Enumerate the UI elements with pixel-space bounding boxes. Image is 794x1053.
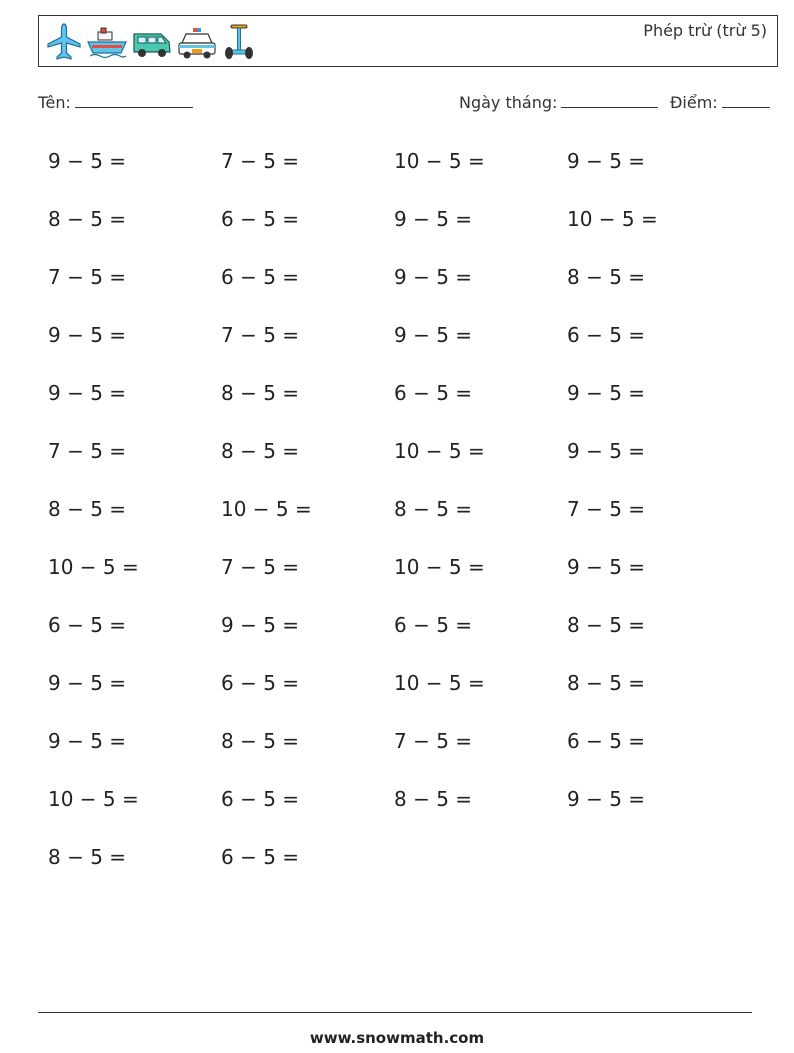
- problem-item: 6 − 5 =: [221, 207, 300, 231]
- problem-item: 8 − 5 =: [221, 439, 300, 463]
- problem-item: 7 − 5 =: [48, 439, 127, 463]
- score-label: Điểm:: [670, 93, 718, 112]
- problem-item: 6 − 5 =: [221, 265, 300, 289]
- problem-item: 6 − 5 =: [221, 671, 300, 695]
- problem-item: 9 − 5 =: [567, 381, 646, 405]
- problem-item: 9 − 5 =: [221, 613, 300, 637]
- problem-item: 7 − 5 =: [567, 497, 646, 521]
- problem-item: 6 − 5 =: [48, 613, 127, 637]
- problem-item: 10 − 5 =: [48, 555, 139, 579]
- problem-item: 10 − 5 =: [394, 439, 485, 463]
- problem-item: 10 − 5 =: [394, 555, 485, 579]
- problem-item: 9 − 5 =: [48, 671, 127, 695]
- problem-item: 9 − 5 =: [48, 381, 127, 405]
- airplane-icon: [45, 22, 83, 62]
- problem-item: 8 − 5 =: [567, 671, 646, 695]
- problem-item: 6 − 5 =: [394, 613, 473, 637]
- website-footer: www.snowmath.com: [309, 1029, 485, 1047]
- problem-item: 7 − 5 =: [221, 323, 300, 347]
- problem-item: 9 − 5 =: [48, 729, 127, 753]
- problem-item: 9 − 5 =: [567, 555, 646, 579]
- problem-item: 8 − 5 =: [567, 265, 646, 289]
- problem-item: 10 − 5 =: [394, 149, 485, 173]
- problem-item: 6 − 5 =: [394, 381, 473, 405]
- problem-item: 7 − 5 =: [221, 149, 300, 173]
- footer-divider: [38, 1012, 752, 1013]
- score-field[interactable]: [670, 93, 770, 112]
- problem-item: 6 − 5 =: [567, 729, 646, 753]
- problem-item: 8 − 5 =: [221, 729, 300, 753]
- problem-item: 8 − 5 =: [48, 497, 127, 521]
- name-label: Tên:: [38, 93, 71, 112]
- problem-item: 10 − 5 =: [48, 787, 139, 811]
- header-icons: [45, 21, 259, 63]
- problem-item: 9 − 5 =: [48, 323, 127, 347]
- worksheet-title: Phép trừ (trừ 5): [643, 21, 767, 40]
- problem-item: 8 − 5 =: [221, 381, 300, 405]
- problem-item: 9 − 5 =: [394, 265, 473, 289]
- problem-item: 6 − 5 =: [221, 787, 300, 811]
- date-blank[interactable]: [561, 93, 658, 108]
- date-field[interactable]: [459, 93, 658, 112]
- problem-item: 9 − 5 =: [567, 149, 646, 173]
- problem-item: 7 − 5 =: [394, 729, 473, 753]
- problem-item: 6 − 5 =: [221, 845, 300, 869]
- police-car-icon: [176, 22, 218, 62]
- ship-icon: [86, 22, 128, 62]
- problem-item: 8 − 5 =: [394, 497, 473, 521]
- problem-item: 9 − 5 =: [48, 149, 127, 173]
- problem-item: 8 − 5 =: [48, 207, 127, 231]
- segway-icon: [221, 22, 259, 62]
- worksheet-header: [38, 15, 778, 67]
- problem-item: 7 − 5 =: [48, 265, 127, 289]
- score-blank[interactable]: [722, 93, 770, 108]
- name-blank[interactable]: [75, 93, 193, 108]
- van-icon: [131, 22, 173, 62]
- problem-item: 8 − 5 =: [567, 613, 646, 637]
- problem-item: 9 − 5 =: [567, 787, 646, 811]
- name-field[interactable]: [38, 93, 193, 112]
- problem-item: 8 − 5 =: [394, 787, 473, 811]
- problem-item: 7 − 5 =: [221, 555, 300, 579]
- problem-item: 9 − 5 =: [394, 207, 473, 231]
- problem-item: 9 − 5 =: [567, 439, 646, 463]
- problem-item: 10 − 5 =: [221, 497, 312, 521]
- date-label: Ngày tháng:: [459, 93, 558, 112]
- problem-item: 6 − 5 =: [567, 323, 646, 347]
- problem-item: 10 − 5 =: [567, 207, 658, 231]
- problem-item: 10 − 5 =: [394, 671, 485, 695]
- problem-item: 9 − 5 =: [394, 323, 473, 347]
- problem-item: 8 − 5 =: [48, 845, 127, 869]
